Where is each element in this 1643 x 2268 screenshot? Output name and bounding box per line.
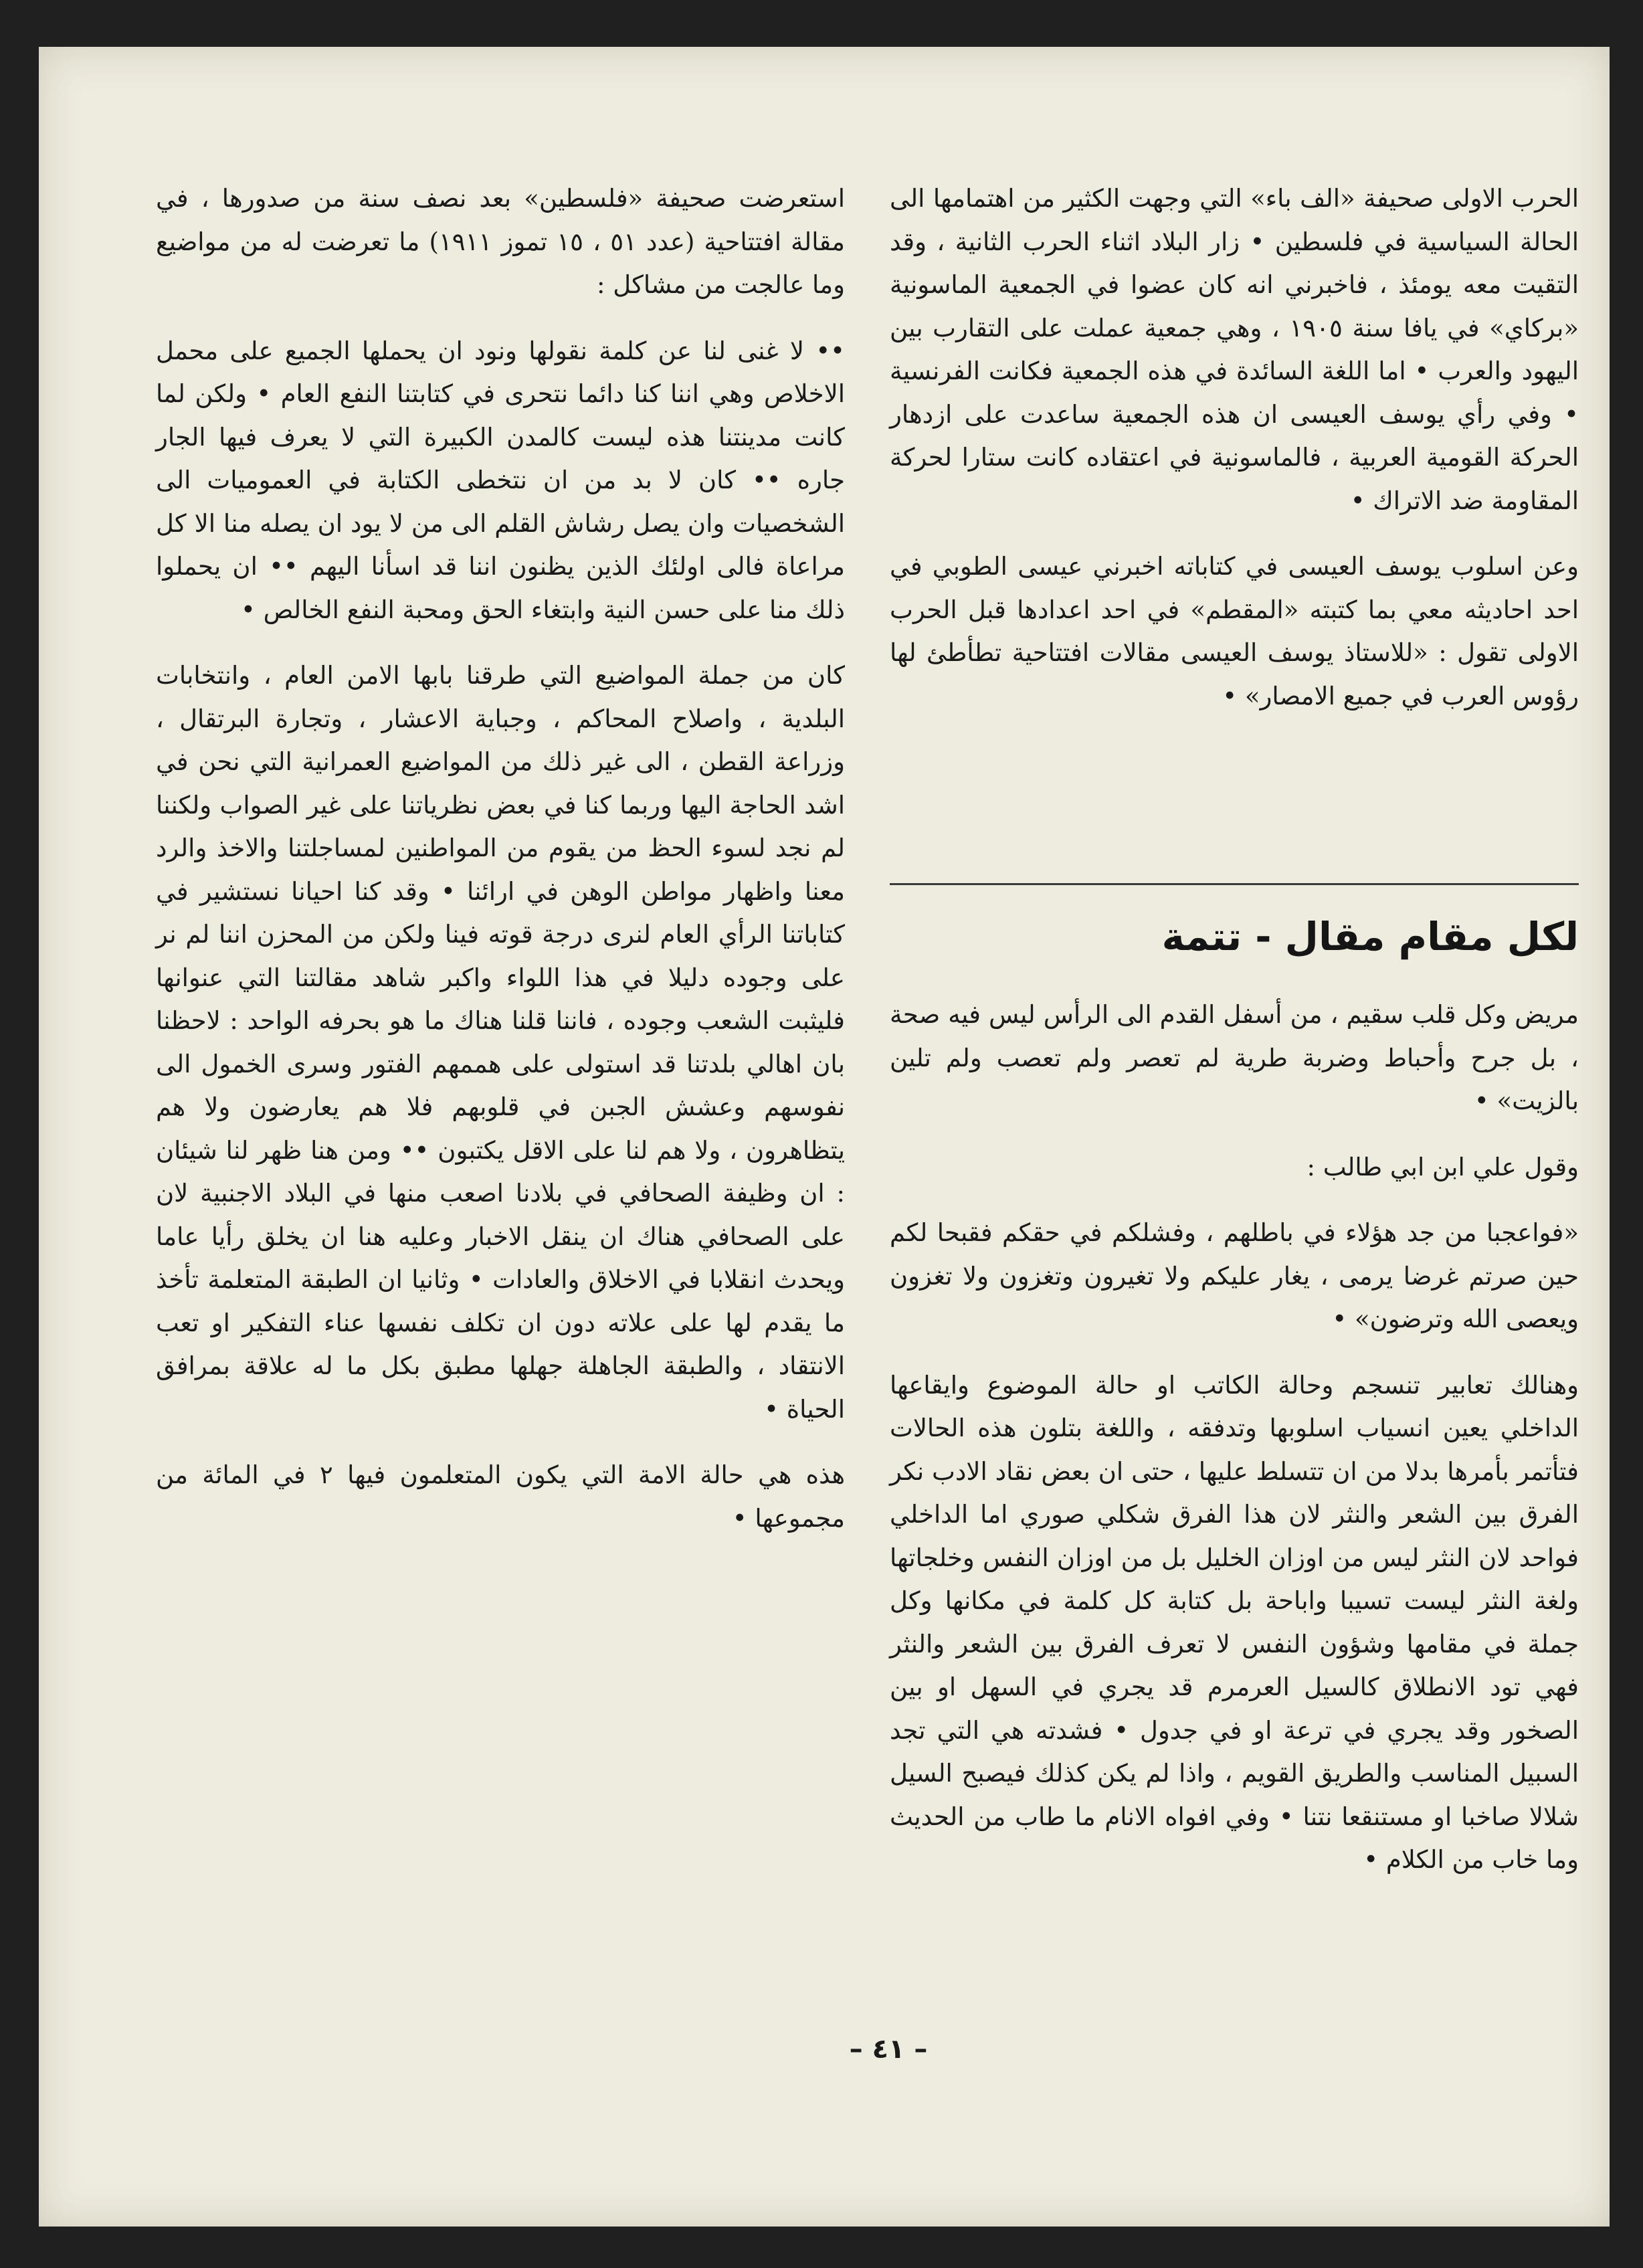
paragraph: الحرب الاولى صحيفة «الف باء» التي وجهت الكثير من اهتمامها الى الحالة السياسية في فلسطين • زار البلاد اثناء الحرب الثانية ، وقد التقيت معه يومئذ ، فاخبرني انه كان عضوا في الجمعية الماسونية «بركاي» في يافا سنة ١٩٠٥ ، وهي جمعية عملت على التقارب بين اليهود والعرب • اما اللغة السائدة في هذه الجمعية فكانت الفرنسية • وفي رأي يوسف العيسى ان هذه الجمعية ساعدت على ازدهار الحركة القومية العربية ، فالماسونية في اعتقاده كانت ستارا لحركة المقاومة ضد الاتراك •: [890, 184, 1579, 515]
quotation: «فواعجبا من جد هؤلاء في باطلهم ، وفشلكم في حقكم فقبحا لكم حين صرتم غرضا يرمى ، يغار عليكم ولا تغيرون وتغزون ولا تغزون ويعصى الله وترضون» •: [890, 1218, 1579, 1333]
paragraph: وقول علي ابن ابي طالب :: [1307, 1152, 1579, 1182]
page-number: – ٤١ –: [849, 2034, 928, 2065]
paragraph: وعن اسلوب يوسف العيسى في كتاباته اخبرني عيسى الطوبي في احد احاديثه معي بما كتبته «المقطم» في احد اعدادها قبل الحرب الاولى تقول : «للاستاذ يوسف العيسى مقالات افتتاحية تطأطئ لها رؤوس العرب في جميع الامصار» •: [890, 552, 1579, 711]
left-column: [156, 177, 845, 1563]
paragraph: كان من جملة المواضيع التي طرقنا بابها الامن العام ، وانتخابات البلدية ، واصلاح المحاكم ، وجباية الاعشار ، وتجارة البرتقال ، وزراعة القطن ، الى غير ذلك من المواضيع العمرانية التي نحن في اشد الحاجة اليها وربما كنا في بعض نظرياتنا على غير الصواب ولكننا لم نجد لسوء الحظ من يقوم من المواطنين لمساجلتنا والاخذ والرد معنا واظهار مواطن الوهن في ارائنا • وقد كنا احيانا نستشير في كتاباتنا الرأي العام لنرى درجة قوته فينا ولكن من المحزن اننا لم نر على وجوده دليلا في هذا اللواء واكبر شاهد مقالتنا التي عنوانها فليثبت الشعب وجوده ، فاننا قلنا هناك ما هو بحرفه الواحد : لاحظنا بان اهالي بلدتنا قد استولى على هممهم الفتور وسرى الخمول الى نفوسهم وعشش الجبن في قلوبهم فلا هم يعارضون ولا هم يتظاهرون ، ولا هم لنا على الاقل يكتبون •• ومن هنا ظهر لنا شيئان : ان وظيفة الصحافي في بلادنا اصعب منها في البلاد الاجنبية لان على الصحافي هناك ان ينقل الاخبار وعليه هنا ان يخلق رأيا عاما ويحدث انقلابا في الاخلاق والعادات • وثانيا ان الطبقة المتعلمة تأخذ ما يقدم لها على علاته دون ان تكلف نفسها عناء التفكير او تعب الانتقاد ، والطبقة الجاهلة جهلها مطبق بكل ما له علاقة بمرافق الحياة •: [156, 661, 845, 1424]
right-column-top: [890, 177, 1579, 741]
section-divider: [890, 883, 1579, 885]
section-heading: لكل مقام مقال - تتمة: [1161, 914, 1579, 959]
paragraph: وهنالك تعابير تنسجم وحالة الكاتب او حالة الموضوع وايقاعها الداخلي يعين انسياب اسلوبها وتدفقه ، واللغة بتلون هذه الحالات فتأتمر بأمرها بدلا من ان تتسلط عليها ، حتى ان بعض نقاد الادب نكر الفرق بين الشعر والنثر لان هذا الفرق شكلي صوري اما الداخلي فواحد لان النثر ليس من اوزان الخليل بل من اوزان النفس وخلجاتها ولغة النثر ليست تسيبا واباحة بل كتابة كل كلمة في مكانها وكل جملة في مقامها وشؤون النفس لا تعرف الفرق بين الشعر والنثر فهي تود الانطلاق كالسيل العرمرم قد يجري في السهل او بين الصخور وقد يجري في ترعة او في جدول • فشدته هي التي تجد السبيل المناسب والطريق القويم ، واذا لم يكن كذلك فيصبح السيل شلالا صاخبا او مستنقعا نتنا • وفي افواه الانام ما طاب من الحديث وما خاب من الكلام •: [890, 1370, 1579, 1874]
paragraph: مريض وكل قلب سقيم ، من أسفل القدم الى الرأس ليس فيه صحة ، بل جرح وأحباط وضربة طرية لم تعصر ولم تعصب ولم تلين بالزيت» •: [890, 1000, 1579, 1115]
paragraph: هذه هي حالة الامة التي يكون المتعلمون فيها ٢ في المائة من مجموعها •: [156, 1460, 845, 1533]
magazine-page: [39, 47, 1610, 2227]
right-column-section: [890, 994, 1579, 1905]
quotation: •• لا غنى لنا عن كلمة نقولها ونود ان يحملها الجميع على محمل الاخلاص وهي اننا كنا دائما نتحرى في كتابتنا النفع العام • ولكن لما كانت مدينتنا هذه ليست كالمدن الكبيرة التي لا يعرف فيها الجار جاره •• كان لا بد من ان نتخطى الكتابة في العموميات الى الشخصيات وان يصل رشاش القلم الى من لا يود ان يصله منا الا كل مراعاة فالى اولئك الذين يظنون اننا قد اسأنا اليهم •• ان يحملوا ذلك منا على حسن النية وابتغاء الحق ومحبة النفع الخالص •: [156, 336, 845, 624]
paragraph: استعرضت صحيفة «فلسطين» بعد نصف سنة من صدورها ، في مقالة افتتاحية (عدد ٥١ ، ١٥ تموز ١٩١١) ما تعرضت له من مواضيع وما عالجت من مشاكل :: [156, 184, 846, 299]
